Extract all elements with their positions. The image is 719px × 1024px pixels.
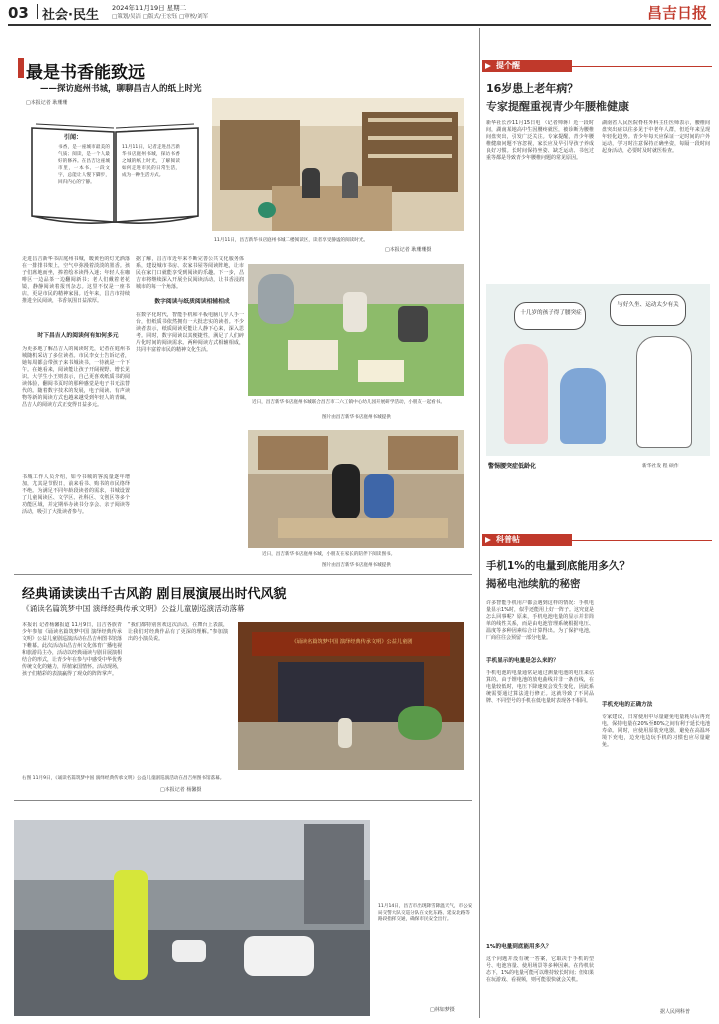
cartoon-bubble-1 [514,302,586,330]
stage-banner: 《诵读名篇筑梦中国 演绎经典传承文明》公益儿童剧 [291,639,413,645]
cartoon-mother [504,344,548,444]
battery-title: 手机1%的电量到底能用多久？ [486,560,630,572]
traffic-police-photo [14,820,370,1016]
kids-photo-2-credit: 图片由昌吉新华书店庭州书城提供 [322,563,391,568]
story1-subhead-2: 数字阅读与纸质阅读相辅相成 [154,299,230,305]
quote-label: 引闻： [64,134,83,141]
newspaper-logo: 昌吉日报 [646,4,707,22]
battery-body-c: 这个问题并没有统一答案，它取决于手机的型号、电池容量、使用场景等多种因素。在待机状态下，1%的电量可能可以维持较长时间；但如果在玩游戏、看视频，则可能很快就会关机。 [486,956,594,983]
story2-subtitle: 《诵读名篇筑梦中国 演绎经典传承文明》公益儿童剧巡演活动落幕 [22,604,245,613]
header-rule [8,24,711,26]
stage-performance-photo [238,622,464,770]
header-divider [37,4,38,19]
story1-body-a: 走进昌吉新华书店庭州书城，暖黄色的灯光洒落在一排排书架上，空气中弥漫着淡淡的墨香。孩子们席地而坐，捧着绘本读得入迷；年轻人在咖啡区一边品茶一边翻阅新书；老人们戴着老花镜，静静阅读着报刊杂志。这里不仅是一座书店，更是市民的精神家园。近年来，昌吉市持续推进全民阅读，书香氛围日益浓厚。 [22,256,130,304]
story1-body-c: 书城工作人员介绍，如今书城的客流量逐年增加，尤其是节假日，前来看书、购书的市民络绎不绝。为满足不同年龄段读者的需求，书城设置了儿童阅读区、文学区、社科区、文创区等多个功能区域，并定期举办读书分享会、亲子阅读等活动，吸引了大批读者参与。 [22,474,130,515]
section-divider-2 [14,800,472,801]
cartoon-bubble-2 [610,294,686,326]
cartoon-child [560,368,606,444]
cartoon-bubble-2-text: 与好久坐、运动太少有关 [617,302,679,308]
story1-body-b: 为更多地了解昌吉人的阅读时光，记者在庭州书城随机采访了多位读者。市民李女士告诉记者，她每周都会带孩子来书城读书，一待就是一个下午。在她看来，阅读能让孩子开阔视野、增长见识。大学生小王则表示，自己更喜欢纸质书的阅读体验，翻阅书页时的那种感觉是电子书无法替代的。随着数字技术的发展，电子阅读、有声读物等新的阅读方式也越来越受到年轻人的青睐，昌吉人的阅读方式正变得日益多元。 [22,346,130,408]
story1-body-e: 据了解，昌吉市近年来不断完善公共文化服务体系，建设城市书房、农家书屋等阅读阵地，让市民在家门口就能享受到阅读的乐趣。下一步，昌吉市将继续深入开展全民阅读活动，让书香浸润城市的每一个角落。 [136,256,244,290]
story1-title: 最是书香能致远 [26,63,145,83]
story1-subtitle: ——探访庭州书城，聊聊昌吉人的纸上时光 [40,84,202,94]
story2-body: 本报讯 记者杨馨报道 11月9日，昌吉各族青少年参加《诵读名篇筑梦中国 演绎经典传承文明》公益儿童剧巡演活动在昌吉州图书馆落下帷幕。此次活动由昌吉州文化体育广播电视和旅游局主办，活动以经典诵读与剧目展演相结合的形式，让青少年在参与中感受中华优秀传统文化的魅力，厚植家国情怀。活动现场，孩子们精彩的表演赢得了观众的阵阵掌声。 [22,622,122,677]
quote-left: 书香，是一座城市最美的气质；阅读，是一个人最好的修养。在昌吉这座城市里，一本书、一段文字，总能让人慢下脚步，回归内心的宁静。 [58,145,110,185]
section-divider [14,574,472,575]
battery-body-d: 专家建议，日常使用中尽量避免电量耗尽后再充电，保持电量在20%至80%之间有利于延长电池寿命。同时，应使用原装充电器，避免在高温环境下充电，边充电边玩手机的习惯也应尽量避免。 [602,714,710,748]
tag-rule-2 [562,540,712,541]
open-book-graphic [28,118,202,226]
bookstore-photo-caption: 11月11日，昌吉新华书店庭州书城二楼阅读区，读者享受静谧的阅读时光。 [214,238,369,243]
tip-tag: 提个醒 [482,60,572,72]
story1-byline: □本报记者 耿珊珊 [26,100,68,106]
traffic-photo-caption: 11月14日，昌吉市出现降雪降温天气，市公安局交警大队交巡分队在文化东路、延安北路等路段指挥交通，确保市民安全出行。 [378,904,473,922]
cartoon-bubble-1-text: 十几岁的孩子得了腰突症 [520,310,582,316]
health-body: 新华社长沙11月15日电 （记者帅蒋）近一段时间，湖南某地高中生因腰疼就医，被诊断为腰椎间盘突出，引发广泛关注。专家提醒，青少年腰椎健康问题不容忽视，家长应及早引导孩子养成良好习惯。长时间保持坐姿、缺乏运动、书包过重等都是导致青少年腰椎问题的常见原因。 [486,120,594,161]
battery-subhead-b: 1%的电量到底能用多久？ [486,944,552,950]
health-body-b: 湖南省人民医院脊柱外科主任医师表示，腰椎间盘突出症以往多见于中老年人群，但近年来呈现年轻化趋势。青少年每天应保证一定时间的户外运动，学习时注意保持正确坐姿，每隔一段时间起身活动，必要时及时就医检查。 [602,120,710,154]
health-title: 16岁患上老年病？ [486,82,579,95]
kids-reading-photo-2 [248,430,464,548]
page-number: 03 [8,4,29,22]
tag-rule-1 [562,66,712,67]
kids-photo-2-caption: 近日，昌吉新华书店庭州书城，小朋友在家长的陪伴下阅读图书。 [262,552,396,557]
section-name: 社会·民生 [42,8,99,23]
cartoon-illustration [486,284,710,456]
battery-source: 据人民网科普 [660,1009,691,1015]
science-tag: 科普帖 [482,534,572,546]
kids-photo-1-credit: 图片由昌吉新华书店庭州书城提供 [322,415,391,420]
traffic-photo-credit: □林如梦摄 [430,1007,455,1013]
quote-right: 11月11日，记者走进昌吉新华书店庭州书城，探访书香之城的纸上时光，了解阅读如何走进市民的日常生活，成为一种生活方式。 [122,145,180,178]
battery-subtitle: 揭秘电池续航的秘密 [486,578,581,590]
story2-title: 经典诵读读出千古风韵 剧目展演展出时代风貌 [22,587,287,602]
cartoon-caption: 警惕腰突症低龄化 [488,463,537,470]
editors-line: □策划/吴洁 □版式/王宏钰 □审校/刘军 [112,14,209,20]
bookstore-photo [212,98,464,231]
battery-subhead-c: 手机充电的正确方法 [602,702,653,708]
cartoon-credit: 新华社发 程 硕作 [642,464,679,469]
battery-body-b: 手机电池的电量通常是通过测量电池的电压来估算的。由于锂电池的放电曲线并非一条直线，在电量较低时，电压下降速度会发生变化，因此系统需要通过算法进行修正。这就导致了不同品牌、不同型号的手机在低电量时表现各不相同。 [486,670,594,704]
story2-quote: “我们都特别喜欢这次活动，在舞台上表演，让我们对经典作品有了更深的理解。”参加演出的小演员说。 [128,622,228,642]
stage-photo-credit: □本报记者 杨馨摄 [160,787,202,793]
story1-subhead-1: 时下昌吉人的阅读何有如何多元 [37,333,119,339]
stage-photo-caption: 右图 11月9日，《诵读名篇筑梦中国 演绎经典传承文明》公益儿童剧巡演活动在昌吉州图书馆落幕。 [22,776,225,781]
column-divider [479,28,480,1018]
battery-subhead-a: 手机显示的电量是怎么来的？ [486,658,559,664]
cartoon-doctor [636,336,692,448]
issue-date: 2024年11月19日 星期二 [112,4,187,12]
kids-reading-photo-1 [248,264,464,396]
kids-photo-1-caption: 近日，昌吉新华书店庭州书城联合昌吉市二六工镇中心幼儿园开展研学活动，小朋友一起看书。 [252,400,445,405]
title-accent-bar [18,58,24,78]
health-subtitle: 专家提醒重视青少年腰椎健康 [486,100,629,113]
bookstore-photo-credit: □本报记者 耿珊珊摄 [385,247,432,253]
battery-body: 许多智能手机用户都会遇到这样的情况：手机电量显示1%时，似乎还能用上好一阵子。这究竟是怎么回事呢？原来，手机电池电量的显示并非简单的线性关系，而是由电池管理系统根据电压、温度等多种因素综合计算得出。为了保护电池，厂商往往会预留一部分电量。 [486,600,594,641]
story1-body-d: 在数字化时代，智能手机和平板电脑几乎人手一台，但纸质书依然拥有一大批忠实的读者。不少读者表示，纸质阅读更能让人静下心来，深入思考。同时，数字阅读以其便捷性，满足了人们碎片化时间的阅读需求。两种阅读方式相辅相成，共同丰富着市民的精神文化生活。 [136,312,244,353]
